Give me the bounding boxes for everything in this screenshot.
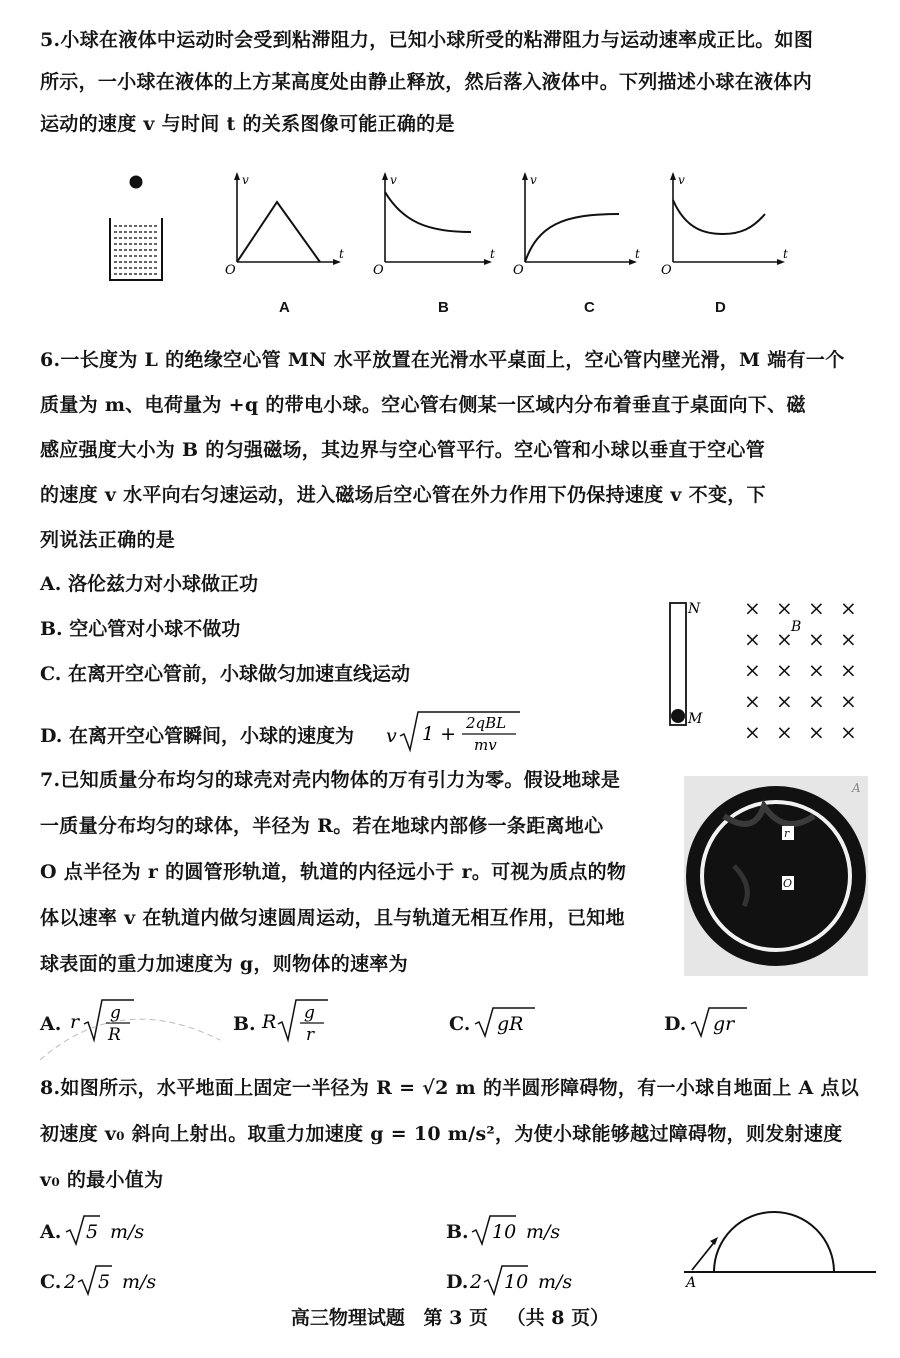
svg-text:×: × [808, 596, 825, 620]
page-footer [0, 1303, 900, 1330]
q8-option-a-label: A. [40, 1221, 62, 1243]
q6-fig-n: N [688, 601, 701, 617]
svg-text:×: × [744, 658, 761, 682]
q6-option-d-v: v [386, 725, 397, 747]
q6-line-2: 质量为 m、电荷量为 +q 的带电小球。空心管右侧某一区域内分布着垂直于桌面向下、磁 [40, 394, 806, 416]
svg-text:×: × [776, 596, 793, 620]
q6-fig-b: B [791, 619, 802, 635]
q5-graph-d-vlabel: v [678, 173, 685, 187]
q7-option-c-expr [473, 1004, 543, 1040]
q5-graph-a-origin: O [225, 263, 236, 278]
q5-graph-b-origin: O [373, 263, 384, 278]
q7-line-4: 体以速率 v 在轨道内做匀速圆周运动，且与轨道无相互作用，已知地 [40, 907, 625, 929]
q6-figure [660, 595, 870, 745]
q5-graph-c-tlabel: t [635, 247, 640, 261]
q8-option-b-unit: m/s [526, 1221, 561, 1243]
svg-text:×: × [840, 658, 857, 682]
svg-text:×: × [744, 689, 761, 713]
q5-graph-a [225, 170, 345, 280]
q7-option-b-pre: R [262, 1011, 277, 1033]
q5-graph-d-origin: O [661, 263, 672, 278]
q6-option-d-den: mv [474, 736, 497, 754]
q6-option-d-num: 2qBL [466, 714, 507, 732]
q8-option-c-rad: 5 [98, 1271, 111, 1293]
q8-option-b [446, 1218, 469, 1246]
q5-graph-d-tlabel: t [783, 247, 788, 261]
q5-graph-c-label: C [584, 299, 595, 316]
q8-fig-a: A [686, 1275, 697, 1291]
q6-option-d-expr [384, 708, 524, 754]
q6-option-a: A. 洛伦兹力对小球做正功 [40, 573, 258, 595]
svg-text:×: × [840, 627, 857, 651]
q7-earth-figure [684, 776, 868, 976]
q6-option-d-one: 1 + [422, 723, 457, 745]
q8-option-d-expr [470, 1262, 610, 1298]
q6-option-d [40, 722, 354, 750]
q5-graph-d [661, 170, 791, 280]
q8-line-1: 8.如图所示，水平地面上固定一半径为 R = √2 m 的半圆形障碍物，有一小球自地面上 A 点以 [40, 1077, 860, 1099]
q7-option-b-label: B. [233, 1013, 256, 1035]
q7-fig-corner: A [852, 781, 861, 795]
footer-total: （共 8 页） [506, 1307, 610, 1329]
q6-fig-m: M [688, 711, 703, 727]
q7-option-d-label: D. [664, 1013, 687, 1035]
svg-text:×: × [808, 720, 825, 744]
q8-option-d-label: D. [446, 1271, 469, 1293]
q8-option-c-label: C. [40, 1271, 62, 1293]
q8-option-b-expr [470, 1212, 590, 1248]
q5-graph-b-label: B [438, 299, 449, 316]
svg-text:×: × [776, 627, 793, 651]
svg-text:×: × [808, 627, 825, 651]
q7-option-a-label: A. [40, 1013, 62, 1035]
q5-beaker-figure [100, 168, 170, 288]
svg-text:×: × [776, 720, 793, 744]
q7-option-a-pre: r [70, 1011, 80, 1033]
q6-option-b: B. 空心管对小球不做功 [40, 618, 241, 640]
q6-line-1: 6.一长度为 L 的绝缘空心管 MN 水平放置在光滑水平桌面上，空心管内壁光滑，M 端有一个 [40, 349, 845, 371]
q6-line-3: 感应强度大小为 B 的匀强磁场，其边界与空心管平行。空心管和小球以垂直于空心管 [40, 439, 765, 461]
q8-option-a-expr [64, 1212, 174, 1248]
q7-option-b-expr [262, 996, 332, 1046]
q7-option-d-expr [689, 1004, 759, 1040]
q7-fig-r: r [784, 827, 790, 840]
q7-option-a-den: R [108, 1025, 121, 1045]
q7-fig-o: O [783, 877, 793, 890]
q7-line-2: 一质量分布均匀的球体，半径为 R。若在地球内部修一条距离地心 [40, 815, 604, 837]
q5-graph-b-tlabel: t [490, 247, 495, 261]
svg-text:×: × [744, 627, 761, 651]
svg-text:×: × [744, 596, 761, 620]
q8-option-d-coef: 2 [470, 1271, 483, 1293]
q7-option-b-num: g [304, 1003, 315, 1023]
q6-option-d-text: D. 在离开空心管瞬间，小球的速度为 [40, 725, 355, 747]
svg-text:×: × [840, 596, 857, 620]
q5-graph-c [513, 170, 643, 280]
svg-text:×: × [776, 689, 793, 713]
q7-line-5: 球表面的重力加速度为 g，则物体的速率为 [40, 953, 408, 975]
q5-graph-c-vlabel: v [530, 173, 537, 187]
q8-line-3: v₀ 的最小值为 [40, 1169, 164, 1191]
q5-line-1: 5.小球在液体中运动时会受到粘滞阻力，已知小球所受的粘滞阻力与运动速率成正比。如图 [40, 29, 814, 51]
q8-option-a-rad: 5 [86, 1221, 99, 1243]
q8-option-d-unit: m/s [538, 1271, 573, 1293]
q8-line-2: 初速度 v₀ 斜向上射出。取重力加速度 g = 10 m/s²，为使小球能够越过障碍物，则发射速度 [40, 1123, 843, 1145]
svg-text:×: × [840, 720, 857, 744]
svg-text:×: × [776, 658, 793, 682]
q5-graph-a-tlabel: t [339, 247, 344, 261]
q8-option-b-rad: 10 [492, 1221, 517, 1243]
footer-title: 高三物理试题 [290, 1307, 405, 1329]
q5-graph-a-label: A [279, 299, 290, 316]
q5-graph-d-label: D [715, 299, 726, 316]
q8-option-a-unit: m/s [110, 1221, 145, 1243]
q5-graph-b [373, 170, 498, 280]
q7-line-1: 7.已知质量分布均匀的球壳对壳内物体的万有引力为零。假设地球是 [40, 769, 621, 791]
footer-page: 第 3 页 [423, 1307, 488, 1329]
q8-option-c-expr [64, 1262, 194, 1298]
q5-graph-b-vlabel: v [390, 173, 397, 187]
svg-text:×: × [840, 689, 857, 713]
svg-text:×: × [808, 658, 825, 682]
q5-graph-c-origin: O [513, 263, 524, 278]
svg-text:×: × [744, 720, 761, 744]
q7-option-a-num: g [110, 1003, 121, 1023]
q7-option-d-rad: gr [713, 1013, 735, 1035]
q7-option-c-label: C. [449, 1013, 471, 1035]
q6-option-c: C. 在离开空心管前，小球做匀加速直线运动 [40, 663, 411, 685]
q8-option-c [40, 1268, 61, 1296]
q5-line-2: 所示，一小球在液体的上方某高度处由静止释放，然后落入液体中。下列描述小球在液体内 [40, 71, 813, 93]
scan-artifact-arc [30, 1000, 230, 1070]
q8-option-d [446, 1268, 468, 1296]
q5-graph-a-vlabel: v [242, 173, 249, 187]
q6-line-5: 列说法正确的是 [40, 529, 176, 551]
q8-option-b-label: B. [446, 1221, 469, 1243]
q8-option-a [40, 1218, 61, 1246]
q8-option-c-coef: 2 [64, 1271, 77, 1293]
q8-option-c-unit: m/s [122, 1271, 157, 1293]
q7-option-c-rad: gR [497, 1013, 524, 1035]
svg-text:×: × [808, 689, 825, 713]
q8-figure [680, 1210, 880, 1290]
q5-line-3: 运动的速度 v 与时间 t 的关系图像可能正确的是 [40, 113, 455, 135]
q7-option-b-den: r [306, 1025, 315, 1045]
q8-option-d-rad: 10 [504, 1271, 529, 1293]
q6-line-4: 的速度 v 水平向右匀速运动，进入磁场后空心管在外力作用下仍保持速度 v 不变，下 [40, 484, 766, 506]
q7-line-3: O 点半径为 r 的圆管形轨道，轨道的内径远小于 r。可视为质点的物 [40, 861, 627, 883]
